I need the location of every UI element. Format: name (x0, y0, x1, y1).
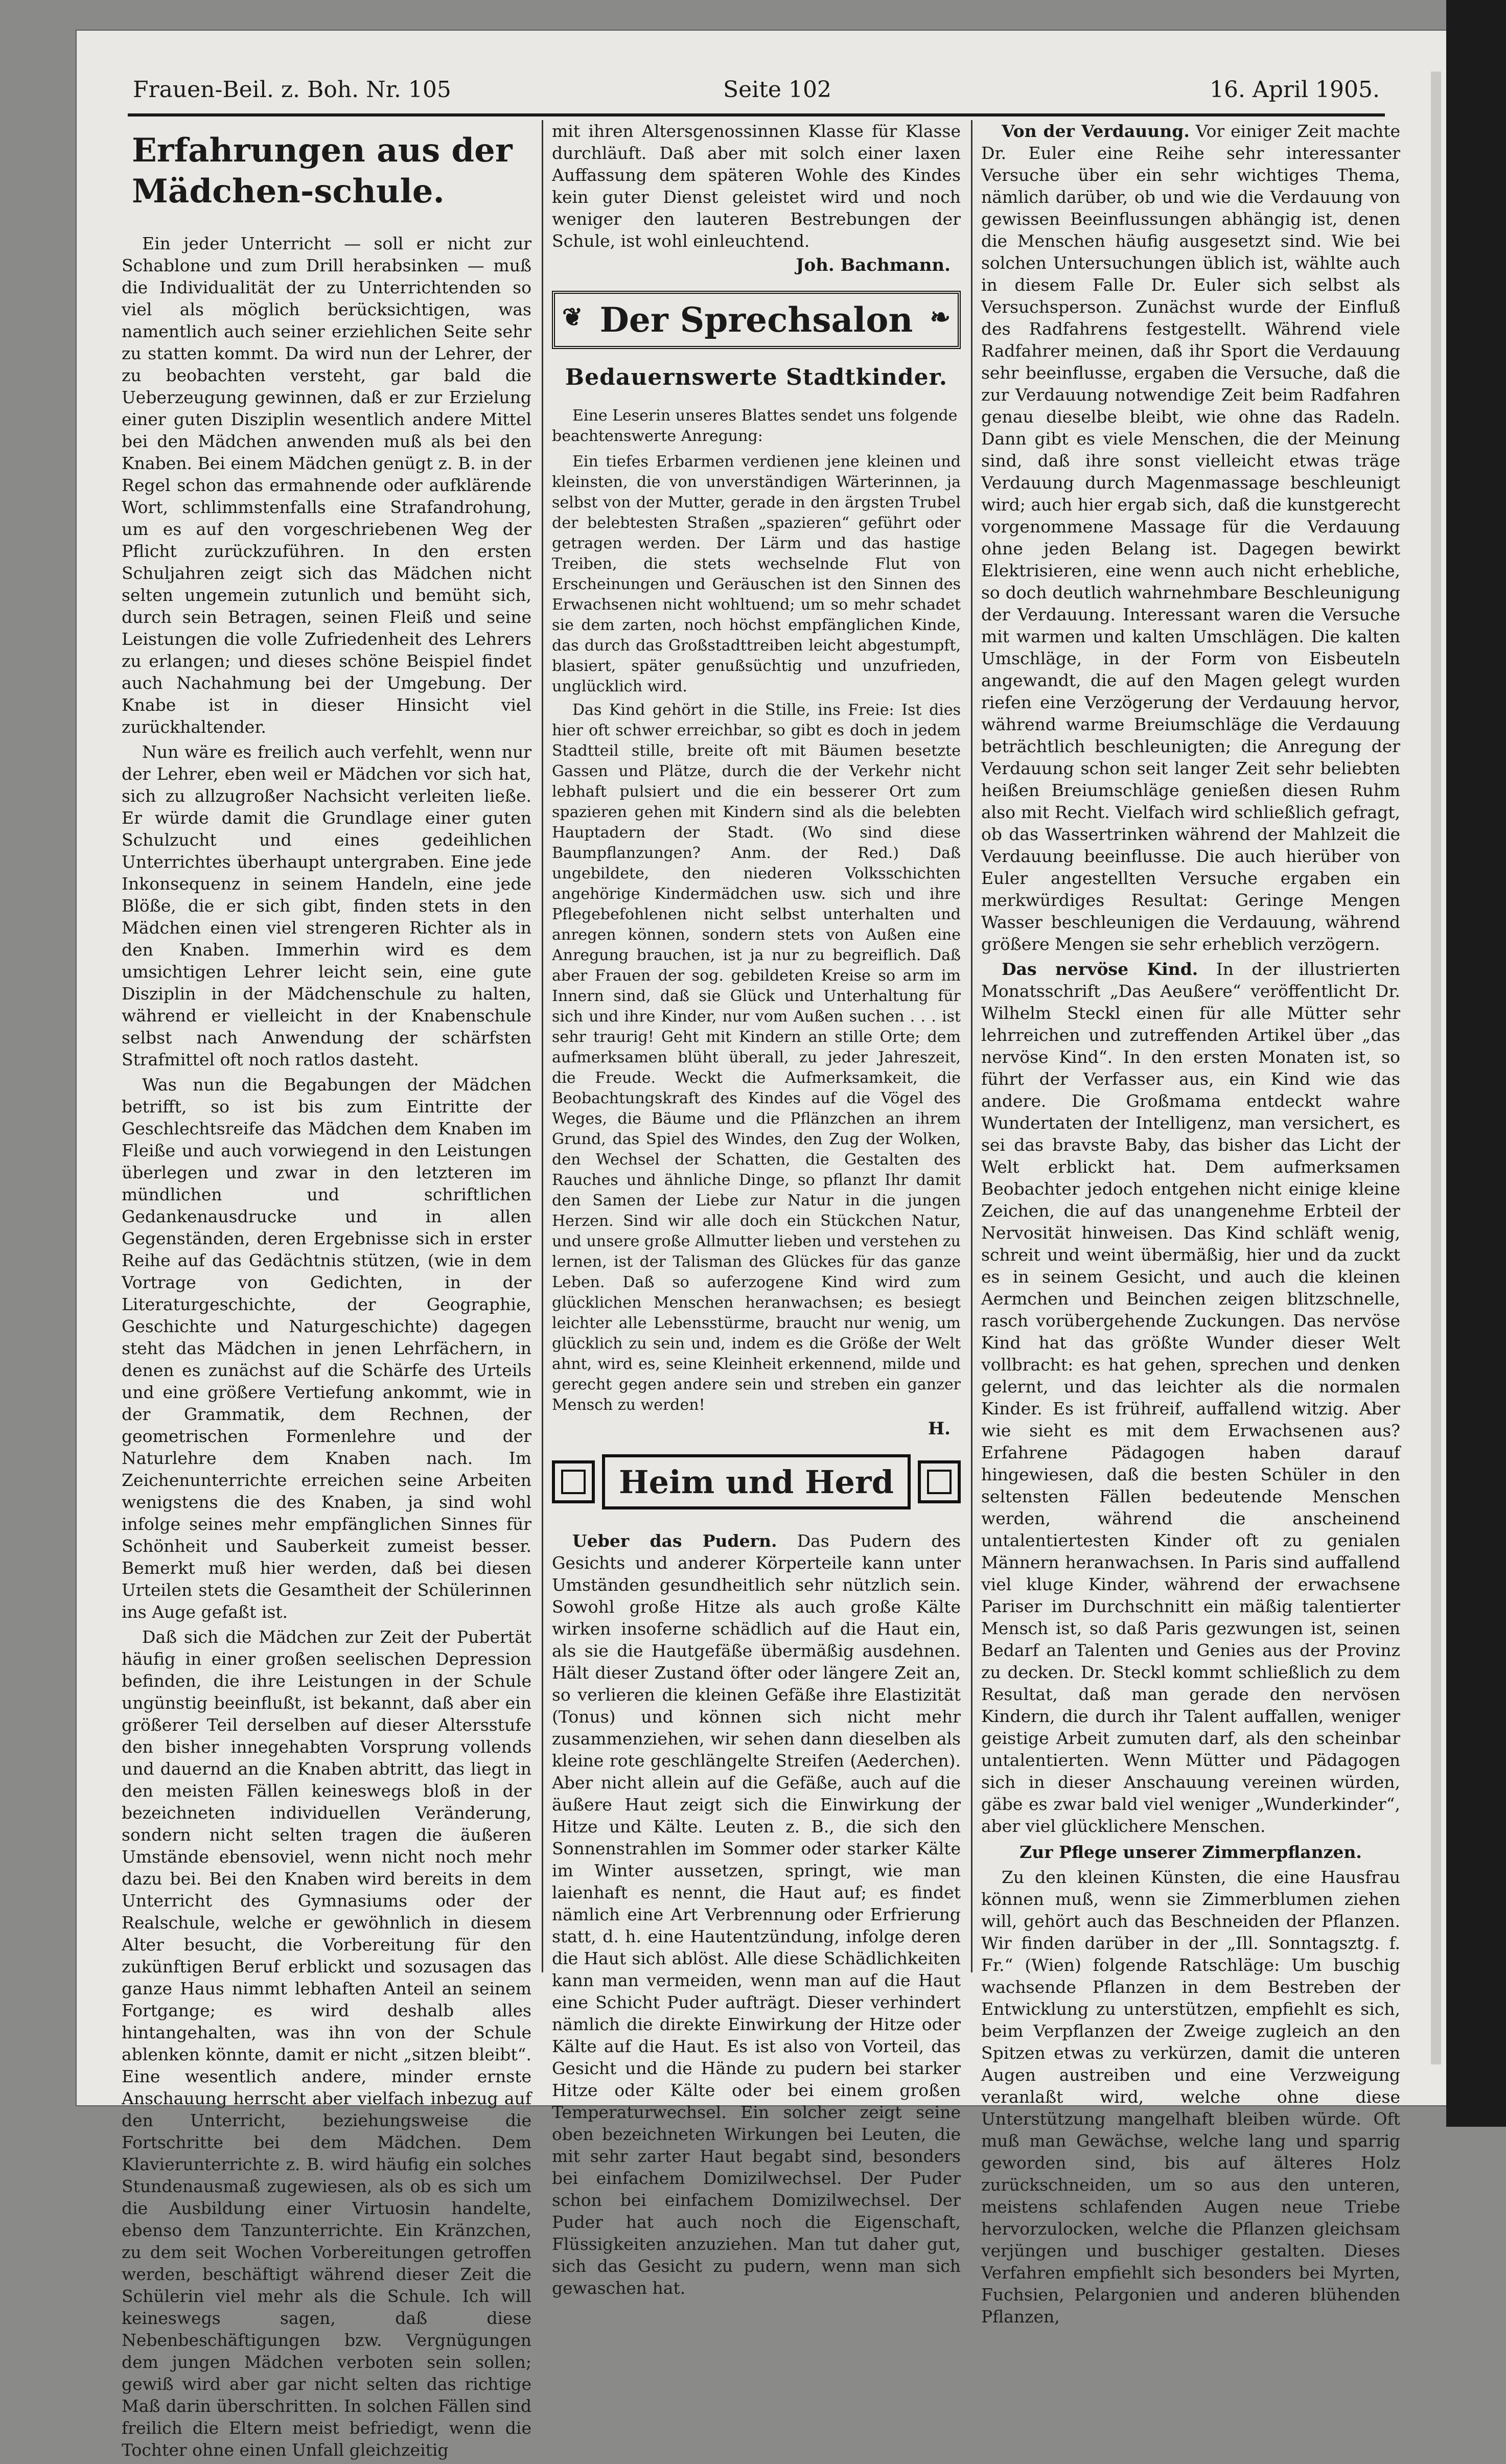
article-continuation (552, 120, 961, 252)
decorative-square-icon (552, 1460, 595, 1503)
decorative-square-icon (918, 1460, 961, 1503)
run-in-heading: Ueber das Pudern. (572, 1531, 777, 1551)
scan-border (1446, 0, 1506, 2127)
paragraph-text: Das Pudern des Gesichts und anderer Körperteile kann unter Umständen gesundheitlich sehr nützlich sein. Sowohl große Hitze als auch große Kälte wirken insoferne schädlich auf die Haut ein, als sie die Hautgefäße übermäßig ausdehnen. Hält dieser Zustand öfter oder längere Zeit an, so verlieren die kleinen Gefäße ihre Elastizität (Tonus) und können sich nicht mehr zusammenziehen, wir sehen dann dieselben als kleine rote geschlängelte Streifen (Aederchen). Aber nicht allein auf die Gefäße, auch auf die äußere Haut zeigt sich die Einwirkung der Hitze und Kälte. Leuten z. B., die sich den Sonnenstrahlen im Sommer oder starker Kälte im Winter aussetzen, springt, wie man laienhaft es nennt, die Haut auf; es findet nämlich eine Art Verbrennung oder Erfrierung statt, d. h. eine Hautentzündung, infolge deren die Haut sich ablöst. Alle diese Schädlichkeiten kann man vermeiden, wenn man auf die Haut eine Schicht Puder aufträgt. Dieser verhindert nämlich die direkte Einwirkung der Hitze oder Kälte auf die Haut. Es ist also von Vorteil, das Gesicht und die Hände zu pudern bei starker Hitze oder Kälte oder bei einem großen Temperaturwechsel. Ein solcher zeigt seine oben bezeichneten Wirkungen bei Leuten, die mit sehr zarter Haut begabt sind, besonders bei einfachem Domizilwechsel. Der Puder schon bei einfachem Domizilwechsel. Der Puder hat auch noch die Eigenschaft, Flüssigkeiten anzuziehen. Man tut daher gut, sich das Gesicht zu pudern, wenn man sich gewaschen hat. (552, 1531, 961, 2298)
article-subtitle: Zur Pflege unserer Zimmerpflanzen. (1020, 1842, 1362, 1862)
paragraph: Daß sich die Mädchen zur Zeit der Pubertät häufig in einer großen seelischen Depression befinden, die ihre Leistungen in der Schule ungünstig beeinflußt, ist bekannt, daß aber ein größerer Teil derselben auf dieser Altersstufe den bisher innegehabten Vorsprung vollends und dauernd an die Knaben abtritt, das liegt in den meisten Fällen keineswegs bloß in der bezeichneten individuellen Veränderung, sondern nicht selten tragen die äußeren Umstände ebensoviel, wenn nicht noch mehr dazu bei. Bei den Knaben wird bereits in dem Unterricht des Gymnasiums oder der Realschule, welche er gewöhnlich in diesem Alter besucht, die Vorbereitung für den zukünftigen Beruf erblickt und sozusagen das ganze Haus nimmt lebhaften Anteil an seinem Fortgange; es wird deshalb alles hintangehalten, was ihn von der Schule ablenken könnte, damit er nicht „sitzen bleibt“. Eine wesentlich andere, minder ernste Anschauung herrscht aber vielfach inbezug auf den Unterricht, beziehungsweise die Fortschritte bei dem Mädchen. Dem Klavierunterrichte z. B. wird häufig ein solches Stundenausmaß zugewiesen, als ob es sich um die Ausbildung einer Virtuosin handelte, ebenso dem Tanzunterrichte. Ein Kränzchen, zu dem seit Wochen Vorbereitungen getroffen werden, beschäftigt während dieser Zeit die Schülerin viel mehr als die Schule. Ich will keineswegs sagen, daß diese Nebenbeschäftigungen bzw. Vergnügungen dem jungen Mädchen verboten sein sollen; gewiß wird aber gar nicht selten das richtige Maß darin überschritten. In solchen Fällen sind freilich die Eltern meist befriedigt, wenn die Tochter ohne einen Unfall gleichzeitig (122, 1627, 531, 2460)
paragraph: mit ihren Altersgenossinnen Klasse für Klasse durchläuft. Daß aber mit solch einer laxen Auffassung dem späteren Wohle des Kindes kein guter Dienst geleistet wird und noch weniger den lauteren Bestrebungen der Schule, ist wohl einleuchtend. (552, 121, 961, 251)
article-title: Erfahrungen aus der Mädchen-schule. (132, 131, 513, 211)
paragraph (981, 120, 1400, 955)
header-page-number: Seite 102 (723, 77, 831, 103)
ornament-icon: ❦ (562, 303, 583, 332)
column-1 (122, 120, 531, 2464)
column-rule-1 (542, 120, 543, 1972)
paragraph: Was nun die Begabungen der Mädchen betrifft, so ist bis zum Eintritte der Geschlechtsreife das Mädchen dem Knaben im Fleiße und auch vorwiegend in den Leistungen überlegen und zwar in den letzteren im mündlichen und schriftlichen Gedankenausdrucke und in allen Gegenständen, deren Ergebnisse sich in erster Reihe auf das Gedächtnis stützen, (wie in dem Vortrage von Gedichten, in der Literaturgeschichte, der Geographie, Geschichte und Naturgeschichte) dagegen steht das Mädchen in jenen Lehrfächern, in denen es zunächst auf die Schärfe des Urteils und eine größere Vertiefung ankommt, wie in der Grammatik, dem Rechnen, der geometrischen Formenlehre und der Naturlehre dem Knaben nach. Im Zeichenunterrichte erreichen seine Arbeiten wenigstens die des Knaben, ja sind wohl infolge seines mehr empfänglichen Sinnes für Schönheit und Sauberkeit zumeist besser. Bemerkt muß hier werden, daß bei diesen Urteilen stets die Gesamtheit der Schülerinnen ins Auge gefaßt ist. (122, 1075, 531, 1622)
column-3 (981, 120, 1400, 2331)
header-publication: Frauen-Beil. z. Boh. Nr. 105 (133, 77, 451, 103)
article-intro: Eine Leserin unseres Blattes sendet uns folgende beachtenswerte Anregung: (552, 407, 958, 445)
paragraph (981, 958, 1400, 1837)
run-in-heading: Von der Verdauung. (1002, 121, 1190, 141)
section-title: Der Sprechsalon (599, 300, 913, 340)
column-2 (552, 120, 961, 2302)
section-title: Heim und Herd (602, 1454, 911, 1509)
article-subtitle: Bedauernswerte Stadtkinder. (565, 364, 948, 390)
paragraph: Ein jeder Unterricht — soll er nicht zur Schablone und zum Drill herabsinken — muß die Individualität der zu Unterrichtenden so viel als möglich berücksichtigen, was namentlich auch seiner erziehlichen Seite sehr zu statten kommt. Da wird nun der Lehrer, der zu beobachten versteht, gar bald die Ueberzeugung gewinnen, daß er zur Erzielung einer guten Disziplin wesentlich andere Mittel bei den Mädchen anwenden muß als bei den Knaben. Bei einem Mädchen genügt z. B. in der Regel schon das ermahnende oder aufklärende Wort, schlimmstenfalls eine Strafandrohung, um es auf den vorgeschriebenen Weg der Pflicht zurückzuführen. In den ersten Schuljahren zeigt sich das Mädchen nicht selten ungemein zutunlich und bemüht sich, durch sein Betragen, seinen Fleiß und seine Leistungen die volle Zufriedenheit des Lehrers zu erlangen; und dieses schöne Beispiel findet auch Nachahmung bei der Umgebung. Der Knabe ist in dieser Hinsicht viel zurückhaltender. (122, 234, 531, 737)
paragraph: Nun wäre es freilich auch verfehlt, wenn nur der Lehrer, eben weil er Mädchen vor sich hat, sich zu allzugroßer Nachsicht verleiten ließe. Er würde damit die Grundlage einer guten Schulzucht und eines gedeihlichen Unterrichtes überhaupt untergraben. Eine jede Inkonsequenz in seinem Handeln, eine jede Blöße, die er sich gibt, finden stets in den Mädchen einen viel strengeren Richter als in den Knaben. Immerhin wird es dem umsichtigen Lehrer leicht sein, eine gute Disziplin in der Mädchenschule zu halten, während er vielleicht in der Knabenschule selbst nach Anwendung der schärfsten Strafmittel oft noch ratlos dasteht. (122, 742, 531, 1070)
column-rule-2 (971, 120, 972, 1972)
paragraph: Das Kind gehört in die Stille, ins Freie: Ist dies hier oft schwer erreichbar, so gibt es doch in jedem Stadtteil stille, breite oft mit Bäumen besetzte Gassen und Plätze, durch die der Verkehr nicht lebhaft pulsiert und die ein besserer Ort zum spazieren gehen mit Kindern sind als die belebten Hauptadern der Stadt. (Wo sind diese Baumpflanzungen? Anm. der Red.) Daß ungebildete, den niederen Volksschichten angehörige Kindermädchen usw. sich und ihre Pflegebefohlenen nicht selbst unterhalten und anregen können, sondern stets von Außen eine Anregung brauchen, ist ja nur zu begreiflich. Daß aber Frauen der sog. gebildeten Kreise so arm im Innern sind, daß sie Glück und Unterhaltung für sich und ihre Kinder, nur vom Außen suchen . . . ist sehr traurig! Geht mit Kindern an stille Orte; dem aufmerksamen blüht überall, zu jeder Jahreszeit, die Freude. Weckt die Aufmerksamkeit, die Beobachtungskraft des Kindes auf die Vögel des Weges, die Bäume und die Pflänzchen an ihrem Grund, das Spiel des Windes, den Zug der Wolken, den Wechsel der Schatten, die Gestalten des Rauches und ähnliche Dinge, so pflanzt Ihr damit den Samen der Liebe zur Natur in die jungen Herzen. Sind wir alle doch ein Stückchen Natur, und unsere große Allmutter lieben und verstehen zu lernen, ist der Talisman des Glückes für das ganze Leben. Daß so auferzogene Kind wird zum glücklichen Menschen heranwachsen; es besiegt leichter alle Lebensstürme, braucht nur wenig, um glücklich zu sein und, indem es die Größe der Welt ahnt, wird es, seine Kleinheit erkennend, milde und gerecht gegen andere sein und streben ein ganzer Mensch zu werden! (552, 701, 961, 1414)
paragraph-text: Vor einiger Zeit machte Dr. Euler eine Reihe sehr interessanter Versuche über ein sehr wichtiges Thema, nämlich darüber, ob und wie die Verdauung von gewissen Beeinflussungen abhängig ist, denen die Menschen häufig ausgesetzt sind. Wie bei solchen Untersuchungen üblich ist, wählte auch in diesem Falle Dr. Euler sich selbst als Versuchsperson. Zunächst wurde der Einfluß des Radfahrens festgestellt. Während viele Radfahrer meinen, daß ihr Sport die Verdauung sehr beeinflusse, ergaben die Versuche, daß die zur Verdauung notwendige Zeit beim Radfahren genau dieselbe bleibt, wie ohne das Radeln. Dann gibt es viele Menschen, die der Meinung sind, daß ihre sonst vielleicht etwas träge Verdauung durch Magenmassage beschleunigt wird; auch hier ergab sich, daß die kunstgerecht vorgenommene Massage für die Verdauung ohne jeden Belang ist. Dagegen bewirkt Elektrisieren, eine wenn auch nicht erhebliche, so doch deutlich wahrnehmbare Beschleunigung der Verdauung. Interessant waren die Versuche mit warmen und kalten Umschlägen. Die kalten Umschläge, in der Form von Eisbeuteln angewandt, die auf den Magen gelegt wurden riefen eine Verzögerung der Verdauung hervor, während warme Breiumschläge die Verdauung beträchtlich beschleunigten; die Anregung der Verdauung schon seit langer Zeit sehr beliebten heißen Breiumschläge genießen diesen Ruhm also mit Recht. Vielfach wird schließlich gefragt, ob das Wassertrinken während der Mahlzeit die Verdauung beeinflusse. Die auch hierüber von Euler angestellten Versuche ergaben ein merkwürdiges Resultat: Geringe Mengen Wasser beschleunigen die Verdauung, während größere Mengen sie sehr erheblich verzögern. (981, 121, 1400, 954)
paragraph: Ein tiefes Erbarmen verdienen jene kleinen und kleinsten, die von unverständigen Wärterinnen, ja selbst von der Mutter, gerade in den ärgsten Trubel der belebtesten Straßen „spazieren“ geführt oder getragen werden. Der Lärm und das hastige Treiben, die stets wechselnde Flut von Erscheinungen und Geräuschen ist den Sinnen des Erwachsenen nicht wohltuend; um so mehr schadet sie dem zarten, noch höchst empfänglichen Kinde, das durch das Großstadttreiben leicht abgestumpft, blasiert, später genußsüchtig und unzufrieden, unglücklich wird. (552, 453, 961, 695)
article-signature: Joh. Bachmann. (796, 255, 951, 275)
article-body (981, 120, 1400, 2328)
header-date: 16. April 1905. (1209, 77, 1380, 103)
article-signature: H. (928, 1419, 951, 1439)
section-header-heim (552, 1454, 961, 1509)
run-in-heading: Das nervöse Kind. (1002, 959, 1198, 979)
paragraph-text: In der illustrierten Monatsschrift „Das Aeußere“ veröffentlicht Dr. Wilhelm Steckl einen für alle Mütter sehr lehrreichen und zutreffenden Artikel über „das nervöse Kind“. In den ersten Monaten ist, so führt der Verfasser aus, ein Kind wie das andere. Die Großmama entdeckt wahre Wundertaten der Intelligenz, man versichert, es sei das bravste Baby, das bisher das Licht der Welt erblickt hat. Dem aufmerksamen Beobachter jedoch entgehen nicht einige kleine Zeichen, die auf das unangenehme Erbteil der Nervosität hinweisen. Das Kind schläft wenig, schreit und weint übermäßig, hier und da zuckt es in seinem Gesicht, und auch die kleinen Aermchen und Beinchen zeigen blitzschnelle, rasch vorübergehende Zuckungen. Das nervöse Kind hat das größte Wunder dieser Welt vollbracht: es hat gehen, sprechen und denken gelernt, und das leichter als die normalen Kinder. Es ist frühreif, auffallend witzig. Aber wie sieht es mit dem Erwachsenen aus? Erfahrene Pädagogen haben darauf hingewiesen, daß die besten Schüler in den seltensten Fällen bedeutende Menschen werden, während die anscheinend untalentiertesten Kinder oft zu genialen Männern heranwachsen. In Paris sind auffallend viel kluge Kinder, während der erwachsene Pariser im Durchschnitt ein mäßig talentierter Mensch ist, so daß Paris gezwungen ist, seinen Bedarf an Talenten und Genies aus der Provinz zu decken. Dr. Steckl kommt schließlich zu dem Resultat, daß man gerade den nervösen Kindern, die durch ihr Talent auffallen, weniger geistige Arbeit zumuten darf, als den scheinbar untalentierten. Wenn Mütter und Pädagogen sich in dieser Anschauung vereinen würden, gäbe es zwar bald viel weniger „Wunderkinder“, aber viel glücklichere Menschen. (981, 959, 1401, 1836)
header-rule (128, 113, 1385, 117)
article-body (552, 1530, 961, 2299)
ornament-icon: ❧ (930, 303, 951, 332)
article-body (552, 452, 961, 1415)
page-header (133, 77, 1380, 107)
page-edge-strip (1431, 72, 1441, 2064)
paragraph: Zu den kleinen Künsten, die eine Hausfrau können muß, wenn sie Zimmerblumen ziehen will, gehört auch das Beschneiden der Pflanzen. Wir finden darüber in der „Ill. Sonntagsztg. f. Fr.“ (Wien) folgende Ratschläge: Um buschig wachsende Pflanzen in dem Bestreben der Entwicklung zu unterstützen, empfiehlt es sich, beim Verpflanzen der Zweige zugleich an den Spitzen etwas zu verkürzen, damit die unteren Augen austreiben und eine Verzweigung veranlaßt wird, welche ohne diese Unterstützung mangelhaft bleiben würde. Oft muß man Gewächse, welche lang und sparrig geworden sind, bis auf älteres Holz zurückschneiden, um so aus den unteren, meistens schlafenden Augen neue Triebe hervorzulocken, welche die Pflanzen gleichsam verjüngen und buschiger gestalten. Dieses Verfahren empfiehlt sich besonders bei Myrten, Fuchsien, Pelargonien und anderen blühenden Pflanzen, (981, 1867, 1400, 2327)
paragraph (552, 1530, 961, 2299)
section-header-sprechsalon (552, 291, 961, 349)
